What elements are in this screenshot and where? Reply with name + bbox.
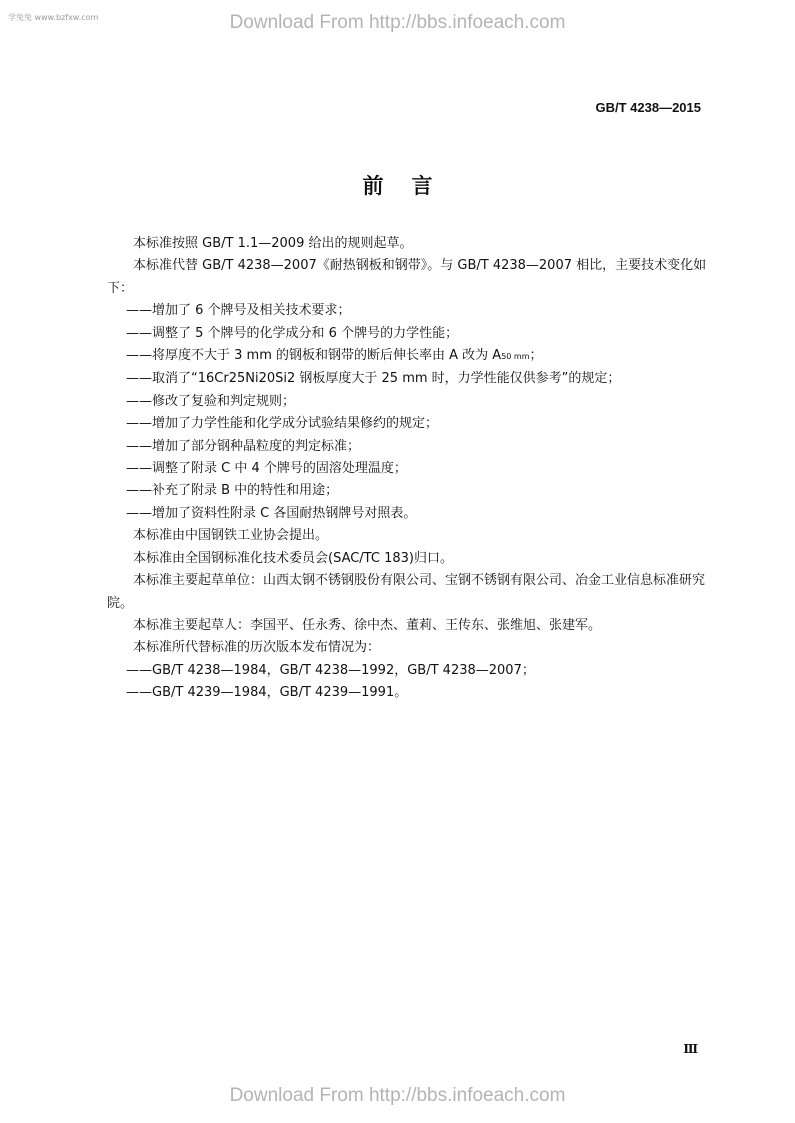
page-title: 前言 xyxy=(362,174,461,198)
paragraph-history: 本标准所代替标准的历次版本发布情况为： xyxy=(133,640,381,656)
list-item: ——补充了附录 B 中的特性和用途； xyxy=(126,483,339,499)
list-item: ——取消了“16Cr25Ni20Si2 钢板厚度大于 25 mm 时，力学性能仅供参考”的规定； xyxy=(126,371,621,387)
list-item: ——修改了复验和判定规则； xyxy=(126,393,296,409)
paragraph-committee: 本标准由全国钢标准化技术委员会(SAC/TC 183)归口。 xyxy=(133,550,453,566)
list-item: ——增加了 6 个牌号及相关技术要求； xyxy=(126,303,351,319)
list-item: ——调整了附录 C 中 4 个牌号的固溶处理温度； xyxy=(126,461,407,477)
list-item-text: ——将厚度不大于 3 mm 的钢板和钢带的断后伸长率由 A 改为 A xyxy=(126,348,502,364)
watermark-bottom: Download From http://bbs.infoeach.com xyxy=(229,1085,566,1106)
paragraph-drafting-rules: 本标准按照 GB/T 1.1—2009 给出的规则起草。 xyxy=(133,236,413,251)
document-body xyxy=(107,233,713,705)
standard-number: GB/T 4238—2015 xyxy=(595,100,701,115)
watermark-top: Download From http://bbs.infoeach.com xyxy=(229,12,566,33)
paragraph-proposer: 本标准由中国钢铁工业协会提出。 xyxy=(133,528,329,544)
paragraph-drafters: 本标准主要起草人：李国平、任永秀、徐中杰、董莉、王传东、张维旭、张建军。 xyxy=(133,617,602,633)
paragraph-drafting-units: 本标准主要起草单位：山西太钢不锈钢股份有限公司、宝钢不锈钢有限公司、冶金工业信息标准研究院。 xyxy=(107,573,706,611)
history-item: ——GB/T 4238—1984，GB/T 4238—1992，GB/T 4238—2007； xyxy=(126,662,535,678)
list-item: ——增加了力学性能和化学成分试验结果修约的规定； xyxy=(126,416,439,432)
list-item: ——增加了部分钢种晶粒度的判定标准； xyxy=(126,438,361,454)
subscript: 50 mm xyxy=(501,352,530,362)
list-item: ——增加了资料性附录 C 各国耐热钢牌号对照表。 xyxy=(126,505,417,521)
history-item: ——GB/T 4239—1984，GB/T 4239—1991。 xyxy=(126,685,408,701)
list-item: ——调整了 5 个牌号的化学成分和 6 个牌号的力学性能； xyxy=(126,325,459,341)
page-number: Ⅲ xyxy=(683,1042,698,1056)
paragraph-replacement: 本标准代替 GB/T 4238—2007《耐热钢板和钢带》。与 GB/T 4238—2007 相比，主要技术变化如下： xyxy=(107,258,707,296)
list-item xyxy=(107,345,713,368)
list-item-text-end: ； xyxy=(529,348,543,364)
watermark-corner: 学兔兔 www.bzfxw.com xyxy=(8,13,99,22)
